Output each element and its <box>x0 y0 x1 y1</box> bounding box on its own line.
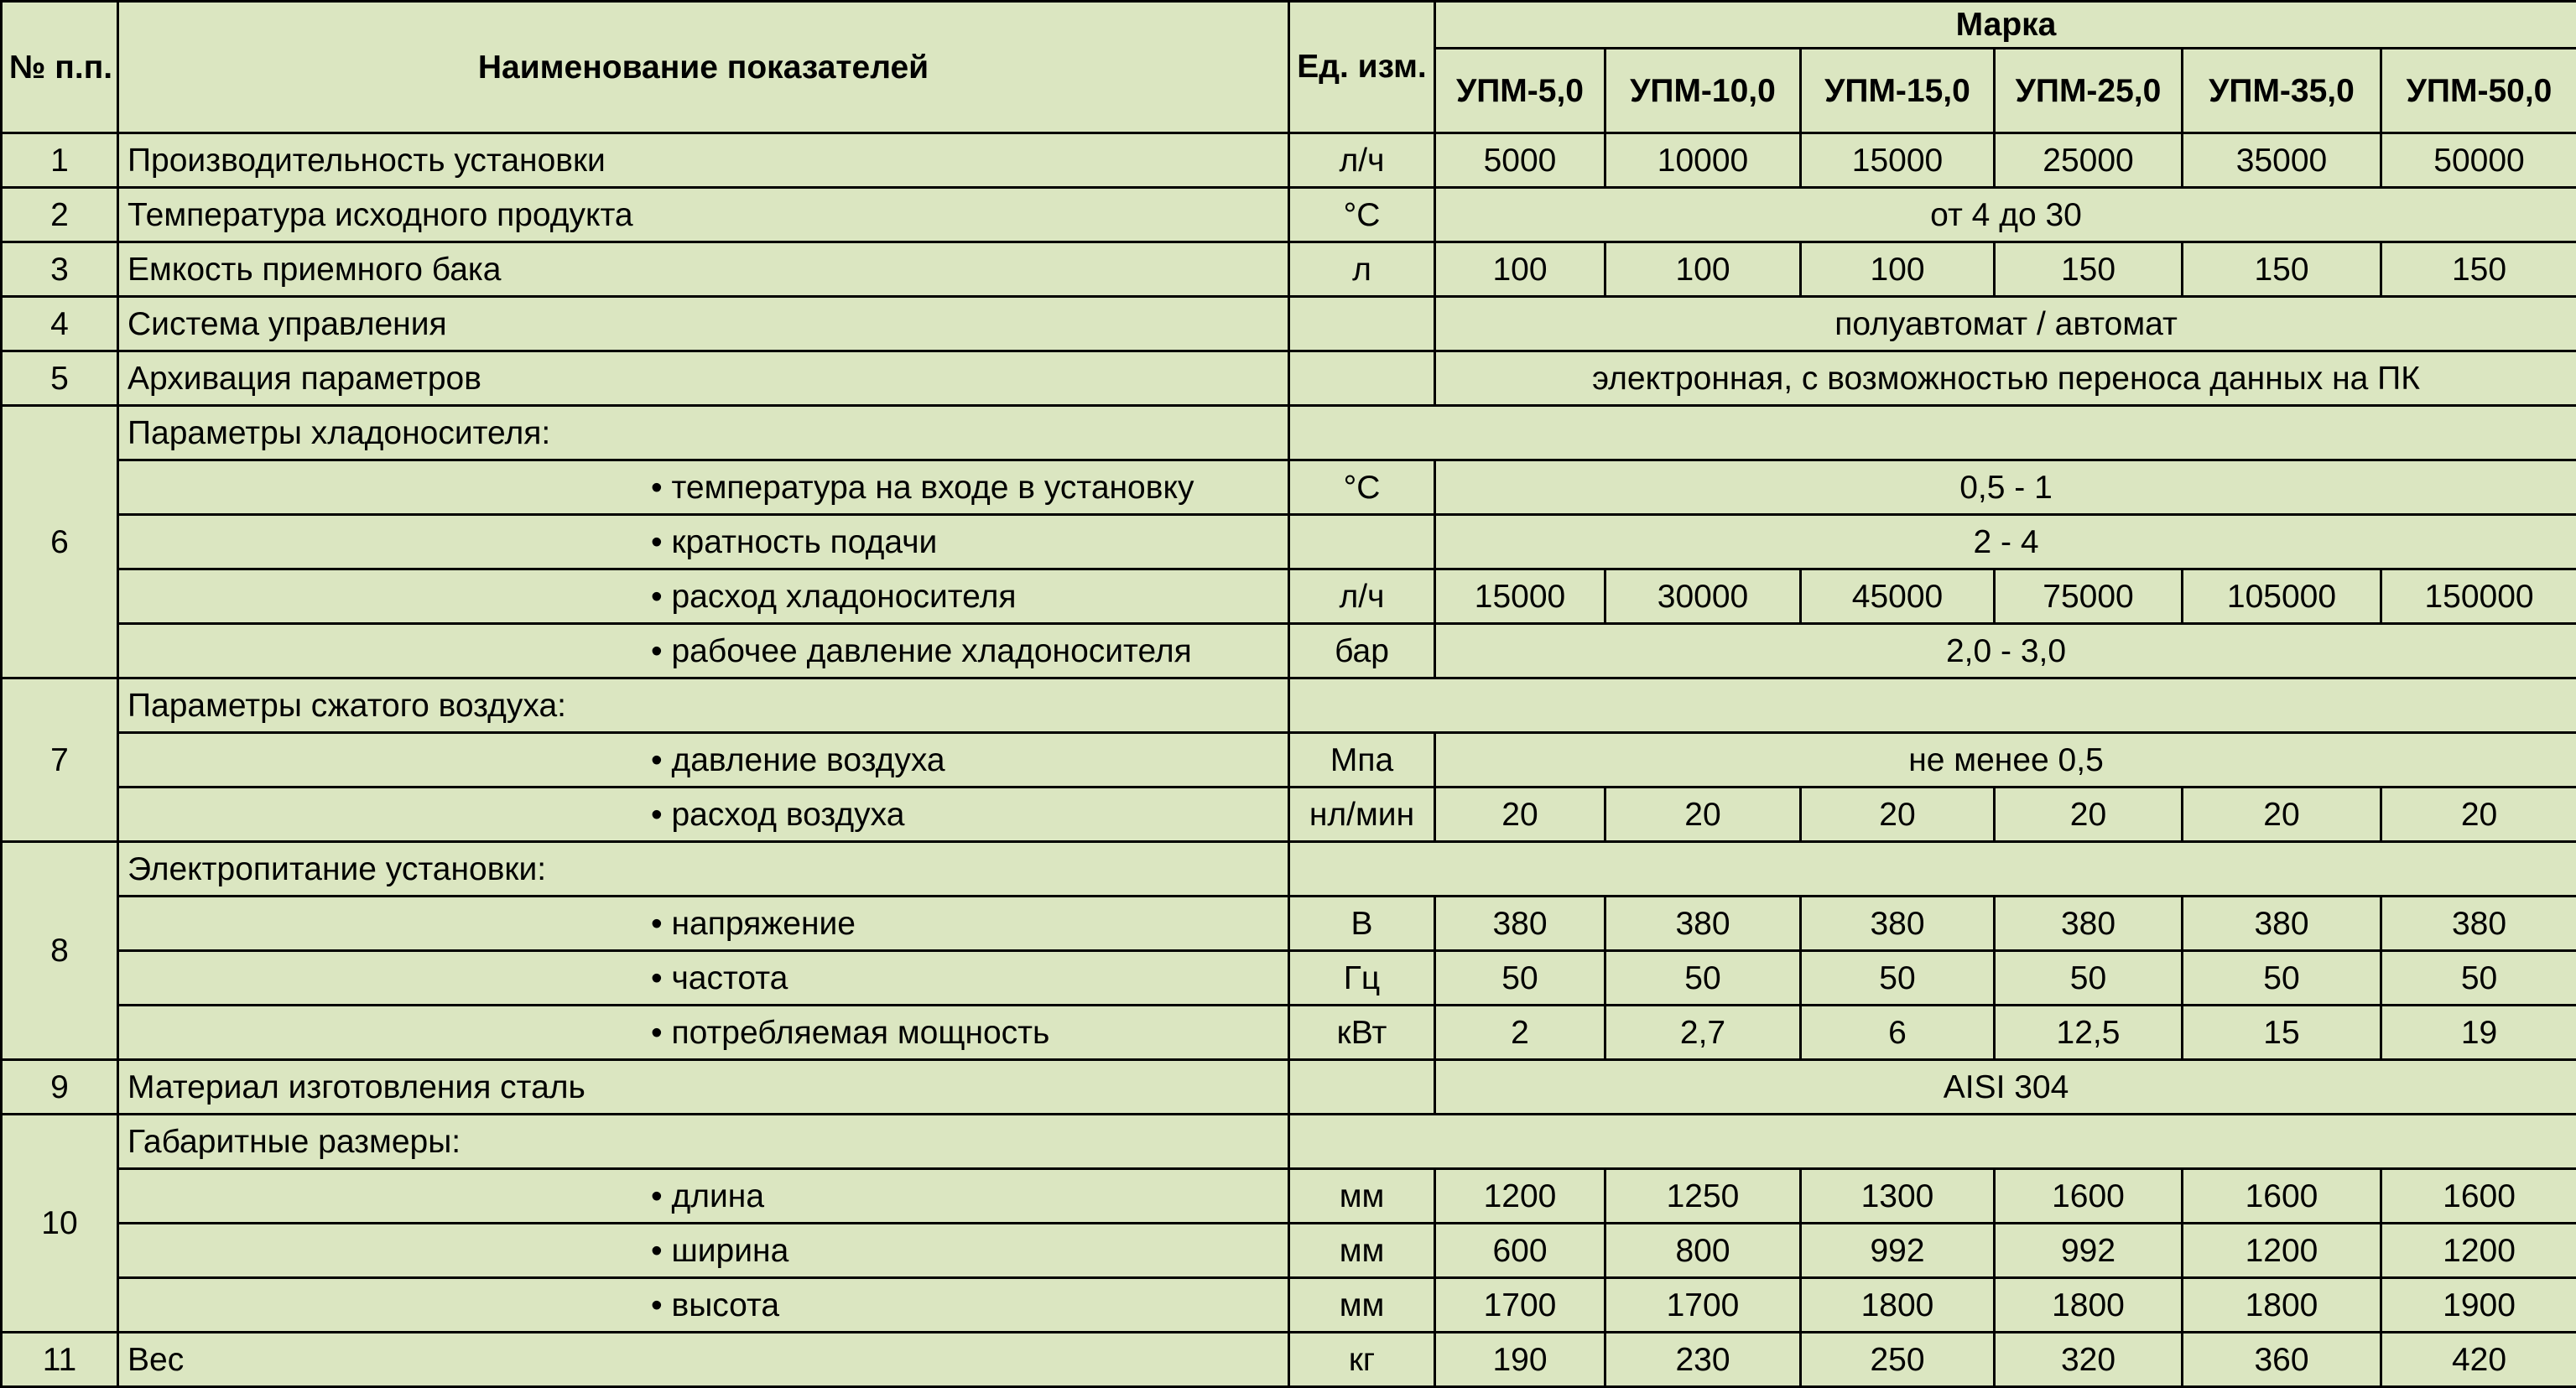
value-cell: 1200 <box>2381 1224 2576 1278</box>
row-name: Параметры сжатого воздуха: <box>118 678 1289 733</box>
header-model: УПМ-5,0 <box>1435 49 1605 133</box>
row-num: 5 <box>2 351 118 406</box>
row-unit: бар <box>1289 624 1435 678</box>
value-cell: 50 <box>2381 951 2576 1006</box>
table-row <box>2 842 2576 897</box>
value-cell: 19 <box>2381 1006 2576 1060</box>
empty-cell <box>1289 406 2576 460</box>
value-cell: 10000 <box>1605 133 1801 188</box>
header-model: УПМ-25,0 <box>1995 49 2183 133</box>
table-row <box>2 297 2576 351</box>
table-row <box>2 406 2576 460</box>
row-name: Параметры хладоносителя: <box>118 406 1289 460</box>
value-cell: 5000 <box>1435 133 1605 188</box>
value-cell: 50 <box>1435 951 1605 1006</box>
sub-row-name: • напряжение <box>118 897 1289 951</box>
value-cell: 230 <box>1605 1333 1801 1387</box>
row-unit: л <box>1289 242 1435 297</box>
value-cell: 150000 <box>2381 569 2576 624</box>
sub-row-name: • расход воздуха <box>118 788 1289 842</box>
row-unit: Мпа <box>1289 733 1435 788</box>
value-cell: 20 <box>1435 788 1605 842</box>
row-unit: нл/мин <box>1289 788 1435 842</box>
row-unit: °С <box>1289 460 1435 515</box>
value-cell: 2 <box>1435 1006 1605 1060</box>
header-brand: Марка <box>1435 2 2576 49</box>
header-model: УПМ-15,0 <box>1801 49 1995 133</box>
span-value-cell: электронная, с возможностью переноса данных на ПК <box>1435 351 2576 406</box>
table-row <box>2 351 2576 406</box>
table-row <box>2 678 2576 733</box>
sub-row-name: • температура на входе в установку <box>118 460 1289 515</box>
row-name: Архивация параметров <box>118 351 1289 406</box>
sub-row-name: • расход хладоносителя <box>118 569 1289 624</box>
value-cell: 360 <box>2183 1333 2381 1387</box>
row-num: 2 <box>2 188 118 242</box>
row-num: 11 <box>2 1333 118 1387</box>
value-cell: 420 <box>2381 1333 2576 1387</box>
header-model: УПМ-10,0 <box>1605 49 1801 133</box>
table-row <box>2 242 2576 297</box>
row-num: 4 <box>2 297 118 351</box>
table-row <box>2 733 2576 788</box>
sub-row-name: • длина <box>118 1169 1289 1224</box>
table-row <box>2 460 2576 515</box>
header-row <box>2 2 2576 49</box>
row-num: 8 <box>2 842 118 1060</box>
value-cell: 1600 <box>2183 1169 2381 1224</box>
value-cell: 150 <box>1995 242 2183 297</box>
span-value-cell: 2,0 - 3,0 <box>1435 624 2576 678</box>
value-cell: 15000 <box>1435 569 1605 624</box>
value-cell: 992 <box>1801 1224 1995 1278</box>
table-row <box>2 133 2576 188</box>
table-row <box>2 624 2576 678</box>
value-cell: 30000 <box>1605 569 1801 624</box>
row-unit: °С <box>1289 188 1435 242</box>
value-cell: 380 <box>1605 897 1801 951</box>
value-cell: 150 <box>2183 242 2381 297</box>
row-unit <box>1289 1060 1435 1115</box>
row-name: Вес <box>118 1333 1289 1387</box>
value-cell: 12,5 <box>1995 1006 2183 1060</box>
row-num: 9 <box>2 1060 118 1115</box>
header-num: № п.п. <box>2 2 118 133</box>
value-cell: 1800 <box>2183 1278 2381 1333</box>
row-unit: мм <box>1289 1169 1435 1224</box>
value-cell: 20 <box>2381 788 2576 842</box>
table-row <box>2 515 2576 569</box>
table-row <box>2 788 2576 842</box>
span-value-cell: 2 - 4 <box>1435 515 2576 569</box>
row-unit: мм <box>1289 1278 1435 1333</box>
value-cell: 800 <box>1605 1224 1801 1278</box>
value-cell: 380 <box>2183 897 2381 951</box>
header-model: УПМ-35,0 <box>2183 49 2381 133</box>
value-cell: 15000 <box>1801 133 1995 188</box>
header-model: УПМ-50,0 <box>2381 49 2576 133</box>
value-cell: 20 <box>1995 788 2183 842</box>
value-cell: 1700 <box>1435 1278 1605 1333</box>
value-cell: 1700 <box>1605 1278 1801 1333</box>
header-name: Наименование показателей <box>118 2 1289 133</box>
value-cell: 45000 <box>1801 569 1995 624</box>
row-num: 10 <box>2 1115 118 1333</box>
table-row <box>2 1169 2576 1224</box>
value-cell: 250 <box>1801 1333 1995 1387</box>
empty-cell <box>1289 678 2576 733</box>
row-unit: л/ч <box>1289 569 1435 624</box>
value-cell: 380 <box>1435 897 1605 951</box>
sub-row-name: • давление воздуха <box>118 733 1289 788</box>
row-name: Материал изготовления сталь <box>118 1060 1289 1115</box>
row-name: Производительность установки <box>118 133 1289 188</box>
row-unit: мм <box>1289 1224 1435 1278</box>
value-cell: 1200 <box>1435 1169 1605 1224</box>
value-cell: 992 <box>1995 1224 2183 1278</box>
table-row <box>2 1278 2576 1333</box>
value-cell: 25000 <box>1995 133 2183 188</box>
value-cell: 1800 <box>1801 1278 1995 1333</box>
table-row <box>2 897 2576 951</box>
value-cell: 380 <box>1995 897 2183 951</box>
value-cell: 1800 <box>1995 1278 2183 1333</box>
value-cell: 35000 <box>2183 133 2381 188</box>
row-name: Габаритные размеры: <box>118 1115 1289 1169</box>
row-name: Система управления <box>118 297 1289 351</box>
row-unit: Гц <box>1289 951 1435 1006</box>
value-cell: 2,7 <box>1605 1006 1801 1060</box>
span-value-cell: не менее 0,5 <box>1435 733 2576 788</box>
value-cell: 380 <box>1801 897 1995 951</box>
value-cell: 6 <box>1801 1006 1995 1060</box>
value-cell: 75000 <box>1995 569 2183 624</box>
value-cell: 15 <box>2183 1006 2381 1060</box>
row-unit: В <box>1289 897 1435 951</box>
row-name: Емкость приемного бака <box>118 242 1289 297</box>
row-name: Температура исходного продукта <box>118 188 1289 242</box>
value-cell: 20 <box>2183 788 2381 842</box>
row-unit: л/ч <box>1289 133 1435 188</box>
value-cell: 100 <box>1435 242 1605 297</box>
value-cell: 50 <box>1995 951 2183 1006</box>
table-row <box>2 1115 2576 1169</box>
value-cell: 1250 <box>1605 1169 1801 1224</box>
row-unit: кг <box>1289 1333 1435 1387</box>
table-row <box>2 569 2576 624</box>
row-unit <box>1289 351 1435 406</box>
span-value-cell: 0,5 - 1 <box>1435 460 2576 515</box>
row-name: Электропитание установки: <box>118 842 1289 897</box>
span-value-cell: от 4 до 30 <box>1435 188 2576 242</box>
value-cell: 20 <box>1801 788 1995 842</box>
value-cell: 50 <box>1801 951 1995 1006</box>
value-cell: 600 <box>1435 1224 1605 1278</box>
row-unit <box>1289 515 1435 569</box>
row-num: 7 <box>2 678 118 842</box>
empty-cell <box>1289 1115 2576 1169</box>
value-cell: 100 <box>1801 242 1995 297</box>
value-cell: 50 <box>2183 951 2381 1006</box>
header-unit: Ед. изм. <box>1289 2 1435 133</box>
sub-row-name: • кратность подачи <box>118 515 1289 569</box>
row-num: 6 <box>2 406 118 678</box>
row-num: 3 <box>2 242 118 297</box>
value-cell: 150 <box>2381 242 2576 297</box>
value-cell: 1300 <box>1801 1169 1995 1224</box>
value-cell: 50000 <box>2381 133 2576 188</box>
value-cell: 320 <box>1995 1333 2183 1387</box>
row-unit <box>1289 297 1435 351</box>
sub-row-name: • ширина <box>118 1224 1289 1278</box>
sub-row-name: • рабочее давление хладоносителя <box>118 624 1289 678</box>
span-value-cell: полуавтомат / автомат <box>1435 297 2576 351</box>
sub-row-name: • высота <box>118 1278 1289 1333</box>
value-cell: 100 <box>1605 242 1801 297</box>
table-row <box>2 188 2576 242</box>
row-num: 1 <box>2 133 118 188</box>
value-cell: 1600 <box>2381 1169 2576 1224</box>
sub-row-name: • потребляемая мощность <box>118 1006 1289 1060</box>
table-row <box>2 1006 2576 1060</box>
table-row <box>2 951 2576 1006</box>
value-cell: 1200 <box>2183 1224 2381 1278</box>
table-row <box>2 1060 2576 1115</box>
sub-row-name: • частота <box>118 951 1289 1006</box>
value-cell: 190 <box>1435 1333 1605 1387</box>
value-cell: 380 <box>2381 897 2576 951</box>
value-cell: 50 <box>1605 951 1801 1006</box>
row-unit: кВт <box>1289 1006 1435 1060</box>
value-cell: 105000 <box>2183 569 2381 624</box>
table-row <box>2 1224 2576 1278</box>
span-value-cell: AISI 304 <box>1435 1060 2576 1115</box>
table-row <box>2 1333 2576 1387</box>
empty-cell <box>1289 842 2576 897</box>
value-cell: 1600 <box>1995 1169 2183 1224</box>
value-cell: 1900 <box>2381 1278 2576 1333</box>
value-cell: 20 <box>1605 788 1801 842</box>
